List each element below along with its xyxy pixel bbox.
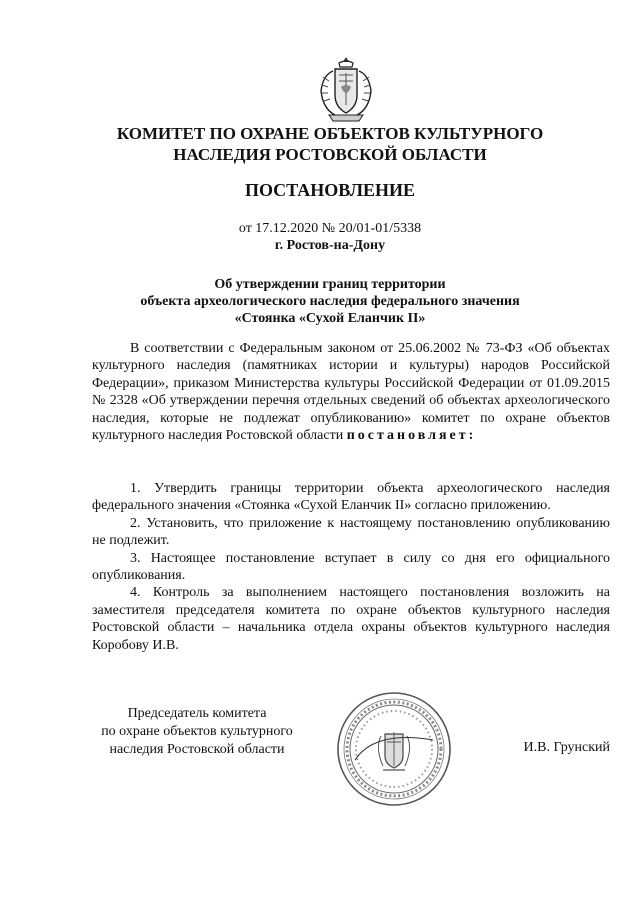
city-name: г. Ростов-на-Дону (274, 238, 386, 253)
preamble-paragraph (92, 340, 610, 444)
resolution-item: 3. Настоящее постановление вступает в силу со дня его официального опубликования. (92, 550, 610, 584)
document-subject (80, 276, 580, 327)
resolution-item: 4. Контроль за выполнением настоящего постановления возложить на заместителя председателя комитета по охране объектов культурного наследия Ростовской области – начальника отдела охраны объектов культурного наследия Коробову И.В. (92, 585, 610, 653)
preamble-text: В соответствии с Федеральным законом от 25.06.2002 № 73-ФЗ «Об объектах культурного наследия (памятниках истории и культуры) народов Российской Федерации», приказом Министерства культуры Российской Федерации от 01.09.2015 № 2328 «Об утверждении перечня отдельных сведений об объектах археологического наследия, которые не подлежат опубликованию» комитет по охране объектов культурного наследия Ростовской области (92, 341, 610, 444)
resolves-word: постановляет: (346, 428, 477, 444)
signer-name: И.В. Грунский (523, 740, 610, 755)
committee-line-2: НАСЛЕДИЯ РОСТОВСКОЙ ОБЛАСТИ (173, 145, 487, 164)
date-and-number: от 17.12.2020 № 20/01-01/5338 (238, 221, 422, 236)
resolution-item: 2. Установить, что приложение к настоящему постановлению опубликованию не подлежит. (92, 515, 610, 549)
subject-line-1: Об утверждении границ территории (214, 277, 446, 292)
committee-line-1: КОМИТЕТ ПО ОХРАНЕ ОБЪЕКТОВ КУЛЬТУРНОГО (116, 124, 544, 143)
signatory-title (82, 705, 312, 759)
signatory-title-line-1: Председатель комитета (127, 706, 267, 721)
committee-name (80, 123, 580, 165)
resolution-items (92, 480, 610, 654)
signatory-title-line-2: по охране объектов культурного (101, 724, 293, 739)
subject-line-2: объекта археологического наследия федерального значения (140, 294, 520, 309)
coat-of-arms-icon (315, 55, 377, 125)
official-seal-icon (335, 690, 453, 808)
resolution-item: 1. Утвердить границы территории объекта археологического наследия федерального значения «Стоянка «Сухой Еланчик II» согласно приложению. (92, 481, 610, 514)
signatory-title-line-3: наследия Ростовской области (109, 742, 285, 757)
document-type-title: ПОСТАНОВЛЕНИЕ (244, 180, 416, 200)
subject-line-3: «Стоянка «Сухой Еланчик II» (234, 311, 426, 326)
